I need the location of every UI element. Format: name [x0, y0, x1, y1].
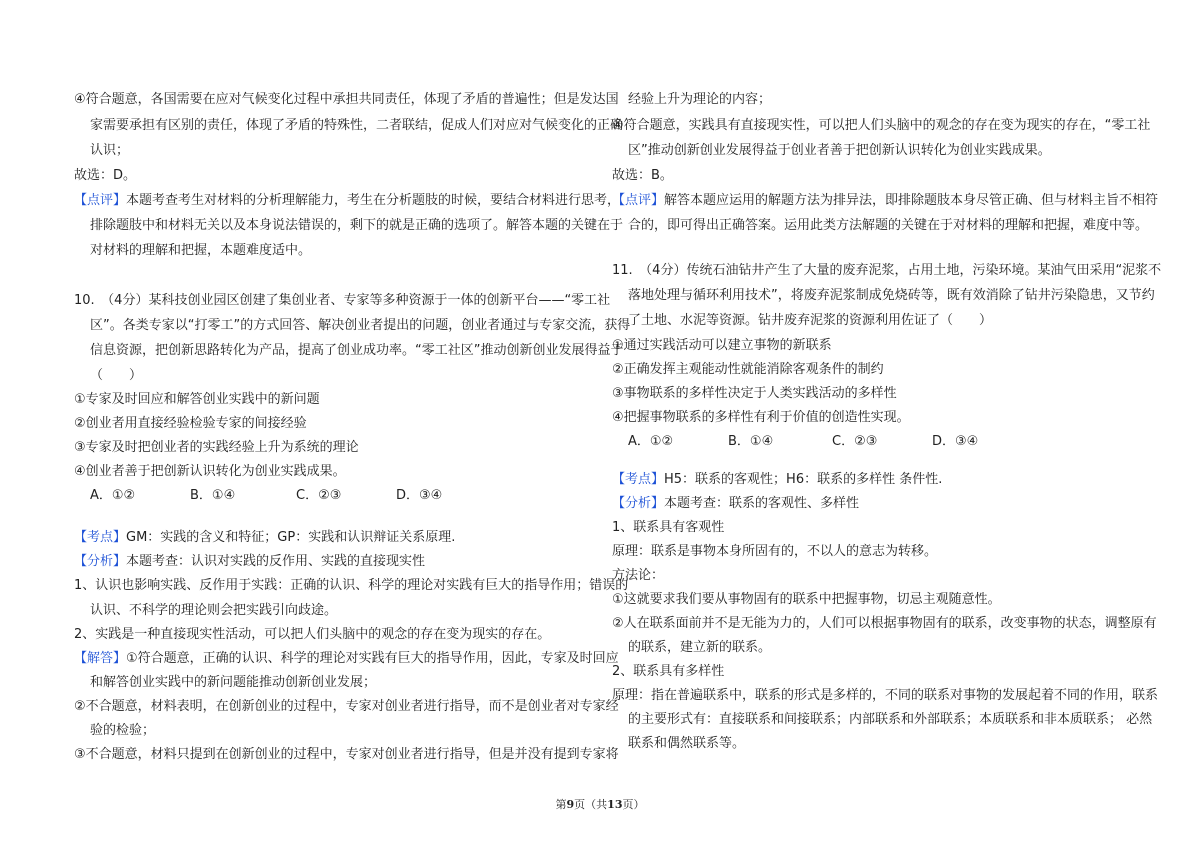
- option-d: D．③④: [396, 488, 443, 503]
- options-row: [90, 484, 442, 508]
- text-line: 落地处理与循环利用技术”，将废弃泥浆制成免烧砖等，既有效消除了钻井污染隐患，又节约: [628, 288, 1155, 303]
- footer-mid: 页（共: [574, 798, 608, 811]
- answer-choice: 故选：D。: [74, 168, 137, 183]
- text-line: 排除题肢中和材料无关以及本身说法错误的，剩下的就是正确的选项了。解答本题的关键在于: [90, 218, 624, 233]
- text-line: 区”推动创新创业发展得益于创业者善于把创新认识转化为创业实践成果。: [628, 143, 1051, 158]
- footer-prefix: 第: [555, 798, 567, 811]
- text-line: 的联系，建立新的联系。: [628, 640, 772, 655]
- text-line: ②不合题意，材料表明，在创新创业的过程中，专家对创业者进行指导，而不是创业者对专家经: [74, 699, 619, 714]
- review-text: 本题考查考生对材料的分析理解能力，考生在分析题肢的时候，要结合材料进行思考，: [126, 193, 621, 208]
- fenxi-line: [612, 492, 859, 516]
- text-line: （ ）: [90, 368, 143, 383]
- kaodian-tag: 【考点】: [74, 530, 127, 545]
- review-line: [74, 189, 620, 213]
- question-11-stem: 11. （4分）传统石油钻井产生了大量的废弃泥浆，占用土地，污染环境。某油气田采用“泥浆不: [612, 263, 1162, 278]
- text-line: 对材料的理解和把握，本题难度适中。: [90, 243, 312, 258]
- text-line: ③不合题意，材料只提到在创新创业的过程中，专家对创业者进行指导，但是并没有提到专家将: [74, 747, 619, 762]
- fenxi-line: [74, 550, 425, 574]
- text-line: ④符合题意，实践具有直接现实性，可以把人们头脑中的观念的存在变为现实的存在，“零工社: [612, 118, 1151, 133]
- text-line: 原理：指在普遍联系中，联系的形式是多样的，不同的联系对事物的发展起着不同的作用，联系: [612, 688, 1159, 703]
- text-line: 家需要承担有区别的责任，体现了矛盾的特殊性，二者联结，促成人们对应对气候变化的正确: [90, 118, 624, 133]
- text-line: 了土地、水泥等资源。钻井废弃泥浆的资源利用佐证了（ ）: [628, 313, 993, 328]
- text-line: 2、联系具有多样性: [612, 664, 725, 679]
- text-line: 经验上升为理论的内容；: [628, 92, 772, 107]
- text-line: 认识；: [90, 143, 130, 158]
- statement: ③专家及时把创业者的实践经验上升为系统的理论: [74, 440, 359, 455]
- text-line: 1、认识也影响实践、反作用于实践：正确的认识、科学的理论对实践有巨大的指导作用；错误的: [74, 578, 629, 593]
- options-row: [628, 430, 978, 454]
- kaodian-tag: 【考点】: [612, 472, 665, 487]
- jieda-tag: 【解答】: [74, 651, 127, 666]
- statement: ①通过实践活动可以建立事物的新联系: [612, 338, 832, 353]
- option-a: A．①②: [628, 434, 674, 449]
- option-d: D．③④: [932, 434, 979, 449]
- text-line: ④符合题意，各国需要在应对气候变化过程中承担共同责任，体现了矛盾的普遍性；但是发达国: [74, 92, 619, 107]
- footer-suffix: 页）: [622, 798, 645, 811]
- kaodian-line: [612, 468, 942, 492]
- text-line: 方法论：: [612, 568, 665, 583]
- statement: ②创业者用直接经验检验专家的间接经验: [74, 416, 307, 431]
- text-line: ②人在联系面前并不是无能为力的，人们可以根据事物固有的联系，改变事物的状态，调整原有: [612, 616, 1157, 631]
- text-line: 的主要形式有：直接联系和间接联系；内部联系和外部联系；本质联系和非本质联系； 必然: [628, 712, 1153, 727]
- statement: ④创业者善于把创新认识转化为创业实践成果。: [74, 464, 346, 479]
- option-b: B．①④: [728, 434, 774, 449]
- statement: ④把握事物联系的多样性有利于价值的创造性实现。: [612, 410, 910, 425]
- text-line: 原理：联系是事物本身所固有的，不以人的意志为转移。: [612, 544, 938, 559]
- text-line: 2、实践是一种直接现实性活动，可以把人们头脑中的观念的存在变为现实的存在。: [74, 627, 551, 642]
- review-line: [612, 189, 1158, 213]
- statement: ②正确发挥主观能动性就能消除客观条件的制约: [612, 362, 884, 377]
- review-tag: 【点评】: [612, 193, 665, 208]
- option-c: C．②③: [296, 488, 342, 503]
- kaodian-text: H5：联系的客观性；H6：联系的多样性 条件性.: [664, 472, 943, 487]
- page-number: 9: [566, 798, 575, 811]
- total-pages: 13: [607, 798, 623, 811]
- question-10-stem: 10. （4分）某科技创业园区创建了集创业者、专家等多种资源于一体的创新平台——“零工社: [74, 293, 611, 308]
- text-line: 和解答创业实践中的新问题能推动创新创业发展；: [90, 675, 377, 690]
- text-line: 信息资源，把创新思路转化为产品，提高了创业成功率。“零工社区”推动创新创业发展得益于: [90, 343, 624, 358]
- page-footer: [0, 796, 1200, 812]
- review-text: 解答本题应运用的解题方法为排异法，即排除题肢本身尽管正确、但与材料主旨不相符: [664, 193, 1159, 208]
- text-line: 认识、不科学的理论则会把实践引向歧途。: [90, 603, 338, 618]
- fenxi-tag: 【分析】: [74, 554, 127, 569]
- kaodian-line: [74, 526, 455, 550]
- text-line: 合的，即可得出正确答案。运用此类方法解题的关键在于对材料的理解和把握，难度中等。: [628, 218, 1149, 233]
- option-c: C．②③: [832, 434, 878, 449]
- review-tag: 【点评】: [74, 193, 127, 208]
- text-line: 区”。各类专家以“打零工”的方式回答、解决创业者提出的问题，创业者通过与专家交流，获得: [90, 318, 631, 333]
- answer-choice: 故选：B。: [612, 168, 673, 183]
- text-line: 验的检验；: [90, 723, 156, 738]
- statement: ①专家及时回应和解答创业实践中的新问题: [74, 392, 320, 407]
- jieda-line: [74, 647, 619, 671]
- text-line: ①这就要求我们要从事物固有的联系中把握事物，切忌主观随意性。: [612, 592, 1001, 607]
- kaodian-text: GM：实践的含义和特征；GP：实践和认识辩证关系原理.: [126, 530, 456, 545]
- fenxi-tag: 【分析】: [612, 496, 665, 511]
- option-a: A．①②: [90, 488, 136, 503]
- text-line: 联系和偶然联系等。: [628, 736, 746, 751]
- text-line: 1、联系具有客观性: [612, 520, 725, 535]
- jieda-text: ①符合题意，正确的认识、科学的理论对实践有巨大的指导作用，因此，专家及时回应: [126, 651, 619, 666]
- option-b: B．①④: [190, 488, 236, 503]
- fenxi-text: 本题考查：认识对实践的反作用、实践的直接现实性: [126, 554, 426, 569]
- statement: ③事物联系的多样性决定于人类实践活动的多样性: [612, 386, 897, 401]
- fenxi-text: 本题考查：联系的客观性、多样性: [664, 496, 860, 511]
